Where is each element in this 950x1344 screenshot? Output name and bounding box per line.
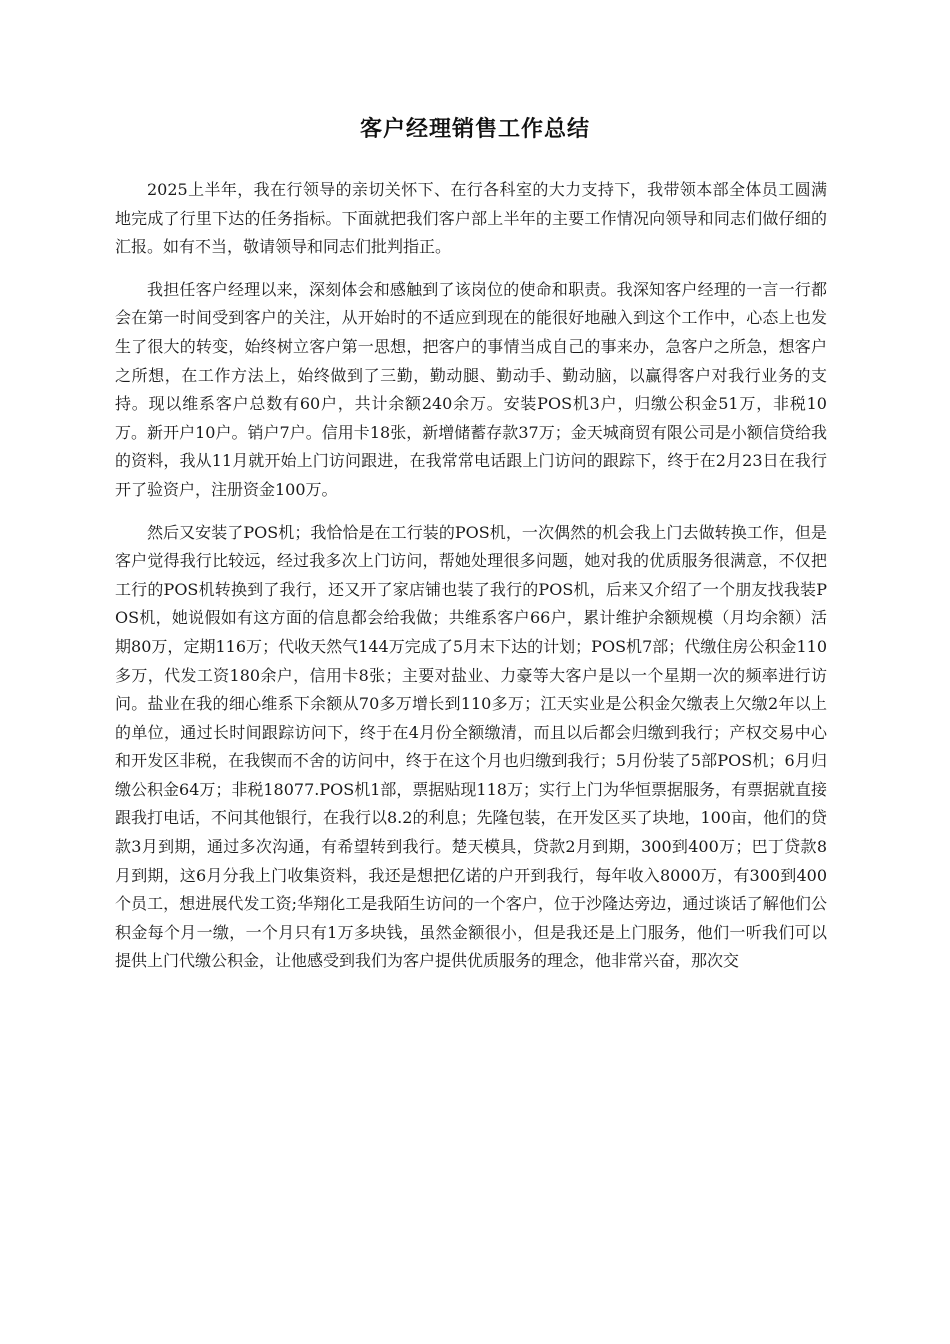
document-title: 客户经理销售工作总结 bbox=[359, 117, 590, 142]
paragraph-responsibilities: 我担任客户经理以来，深刻体会和感触到了该岗位的使命和职责。我深知客户经理的一言一行都会在第一时间受到客户的关注，从开始时的不适应到现在的能很好地融入到这个工作中，心态上也发生了很大的转变，始终树立客户第一思想，把客户的事情当成自己的事来办，急客户之所急，想客户之所想，在工作方法上，始终做到了三勤，勤动腿、勤动手、勤动脑，以赢得客户对我行业务的支持。现以维系客户总数有60户，共计余额240余万。安装POS机3户，归缴公积金51万，非税10万。新开户10户。销户7户。信用卡18张，新增储蓄存款37万；金天城商贸有限公司是小额信贷给我的资料，我从11月就开始上门访问跟进，在我常常电话跟上门访问的跟踪下，终于在2月23日在我行开了验资户，注册资金100万。 bbox=[115, 279, 827, 499]
document-body bbox=[115, 176, 827, 990]
paragraph-intro: 2025上半年，我在行领导的亲切关怀下、在行各科室的大力支持下，我带领本部全体员工圆满地完成了行里下达的任务指标。下面就把我们客户部上半年的主要工作情况向领导和同志们做仔细的汇报。如有不当，敬请领导和同志们批判指正。 bbox=[115, 180, 827, 257]
paragraph-achievements: 然后又安装了POS机；我恰恰是在工行装的POS机，一次偶然的机会我上门去做转换工作，但是客户觉得我行比较远，经过我多次上门访问，帮她处理很多问题，她对我的优质服务很满意，不仅把工行的POS机转换到了我行，还又开了家店铺也装了我行的POS机，后来又介绍了一个朋友找我装POS机，她说假如有这方面的信息都会给我做；共维系客户66户，累计维护余额规模（月均余额）活期80万，定期116万；代收天然气144万完成了5月末下达的计划；POS机7部；代缴住房公积金110多万，代发工资180余户，信用卡8张；主要对盐业、力豪等大客户是以一个星期一次的频率进行访问。盐业在我的细心维系下余额从70多万增长到110多万；江天实业是公积金欠缴表上欠缴2年以上的单位，通过长时间跟踪访问下，终于在4月份全额缴清，而且以后都会归缴到我行；产权交易中心和开发区非税，在我锲而不舍的访问中，终于在这个月也归缴到我行；5月份装了5部POS机；6月归缴公积金64万；非税18077.POS机1部，票据贴现118万；实行上门为华恒票据服务，有票据就直接跟我打电话，不问其他银行，在我行以8.2的利息；先隆包装，在开发区买了块地，100亩，他们的贷款3月到期，通过多次沟通，有希望转到我行。楚天模具，贷款2月到期，300到400万；巴丁贷款8月到期，这6月分我上门收集资料，我还是想把亿诺的户开到我行，每年收入8000万，有300到400个员工，想进展代发工资;华翔化工是我陌生访问的一个客户，位于沙隆达旁边，通过谈话了解他们公积金每个月一缴，一个月只有1万多块钱，虽然金额很小，但是我还是上门服务，他们一听我们可以提供上门代缴公积金，让他感受到我们为客户提供优质服务的理念，他非常兴奋，那次交 bbox=[115, 522, 827, 971]
